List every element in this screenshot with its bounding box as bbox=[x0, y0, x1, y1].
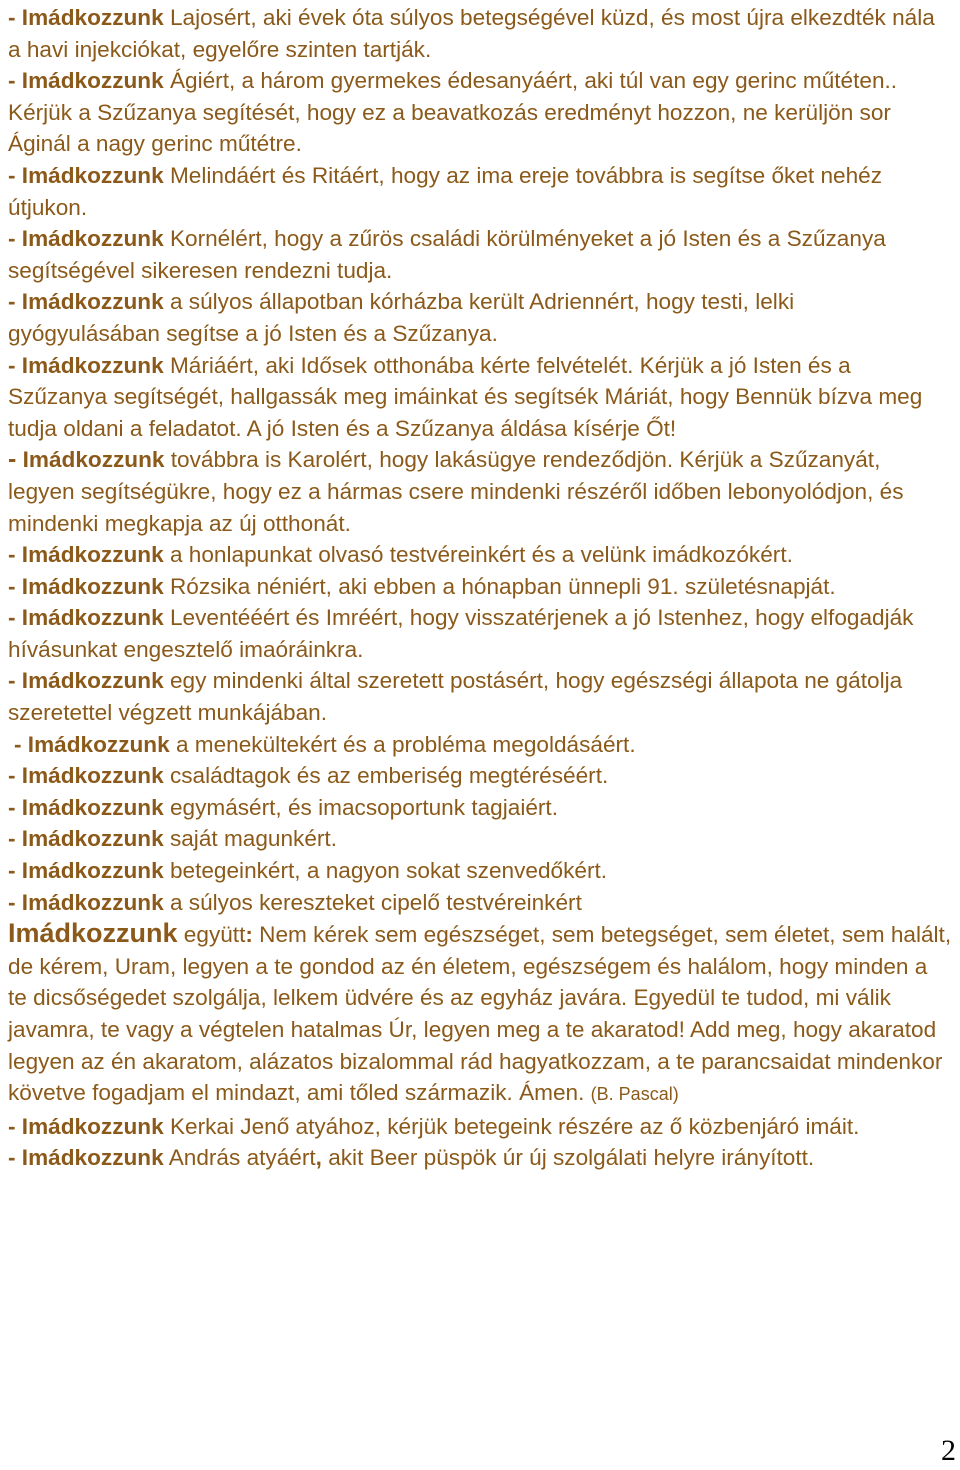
prayer-item-refugees: - Imádkozzunk a menekültekért és a probléma megoldásáért. bbox=[14, 731, 636, 757]
prayer-item-postman: - Imádkozzunk egy mindenki által szeretett postásért, hogy egészségi állapota ne gátolja szeretettel végzett munkájában. bbox=[8, 668, 903, 726]
prayer-item-kerkai: - Imádkozzunk Kerkai Jenő atyához, kérjük betegeink részére az ő közbenjáró imáit. bbox=[8, 1113, 860, 1139]
prayer-item-levente-imre: - Imádkozzunk Leventééért és Imréért, hogy visszatérjenek a jó Istenhez, hogy elfogadják hívásunkat engesztelő imaóráinkra. bbox=[8, 605, 914, 662]
prayer-item-maria: - Imádkozzunk Máriáért, aki Idősek otthonába kérte felvételét. Kérjük a jó Isten és a Szűzanya segítségét, hallgassák meg imáinkat és segítsék Máriát, hogy Bennük bízva meg tudja oldani a feladatot. A jó Isten és a Szűzanya áldása kísérje Őt! bbox=[8, 352, 923, 441]
prayer-item-crosses: - Imádkozzunk a súlyos kereszteket cipelő testvéreinkért bbox=[8, 889, 582, 915]
prayer-item-sick: - Imádkozzunk betegeinkért, a nagyon sokat szenvedőkért. bbox=[8, 858, 608, 884]
prayer-item-each-other: - Imádkozzunk egymásért, és imacsoportunk tagjaiért. bbox=[8, 794, 558, 820]
prayer-item-readers: - Imádkozzunk a honlapunkat olvasó testvéreinkért és a velünk imádkozókért. bbox=[8, 542, 793, 568]
prayer-item-rozsika: - Imádkozzunk Rózsika néniért, aki ebben a hónapban ünnepli 91. születésnapját. bbox=[8, 573, 836, 599]
prayer-attribution: (B. Pascal) bbox=[590, 1084, 679, 1105]
prayer-item-andras: - Imádkozzunk András atyáért, akit Beer püspök úr új szolgálati helyre irányított. bbox=[8, 1145, 815, 1171]
prayer-item-adrienn: - Imádkozzunk a súlyos állapotban kórházba került Adriennért, hogy testi, lelki gyógyulásában segítse a jó Isten és a Szűzanya. bbox=[8, 289, 795, 346]
prayer-item-melinda-rita: - Imádkozzunk Melindáért és Ritáért, hogy az ima ereje továbbra is segítse őket nehéz útjukon. bbox=[8, 162, 883, 220]
page-number: 2 bbox=[941, 1434, 956, 1467]
prayer-item-karol: - Imádkozzunk továbbra is Karolért, hogy lakásügye rendeződjön. Kérjük a Szűzanyát, legyen segítségükre, hogy ez a hármas csere mindenki részéről időben lebonyolódjon, és mindenki megkapja az új otthonát. bbox=[8, 445, 904, 536]
prayer-item-family: - Imádkozzunk családtagok és az emberiség megtéréséért. bbox=[8, 763, 609, 789]
prayer-item-ourselves: - Imádkozzunk saját magunkért. bbox=[8, 826, 337, 852]
prayer-item-agi: - Imádkozzunk Ágiért, a három gyermekes édesanyáért, aki túl van egy gerinc műtéten.. Kérjük a Szűzanya segítését, hogy ez a beavatkozás eredményt hozzon, ne kerüljön sor Áginál a nagy gerinc műtétre. bbox=[8, 68, 898, 157]
prayer-item-kornel: - Imádkozzunk Kornélért, hogy a zűrös családi körülményeket a jó Isten és a Szűzanya segítségével sikeresen rendezni tudja. bbox=[8, 226, 886, 283]
common-prayer: Imádkozzunk együtt: Nem kérek sem egészséget, sem betegséget, sem életet, sem halált, de kérem, Uram, legyen a te gondod az én életem, egészségem és halálom, hogy minden a te dicsőségedet szolgálja, lelkem üdvére és az egyház javára. Egyedül te tudod, mi válik javamra, te vagy a végtelen hatalmas Úr, legyen meg a te akaratod! Add meg, hogy akaratod legyen az én akaratom, alázatos bizalommal rád hagyatkozzam, a te parancsaidat mindenkor követve fogadjam el mindazt, ami tőled származik. Ámen. (B. Pascal) bbox=[8, 918, 952, 1106]
document-page bbox=[8, 0, 952, 1174]
prayer-item-lajos: - Imádkozzunk Lajosért, aki évek óta súlyos betegségével küzd, és most újra elkezdték nála a havi injekciókat, egyelőre szinten tartják. bbox=[8, 5, 935, 62]
